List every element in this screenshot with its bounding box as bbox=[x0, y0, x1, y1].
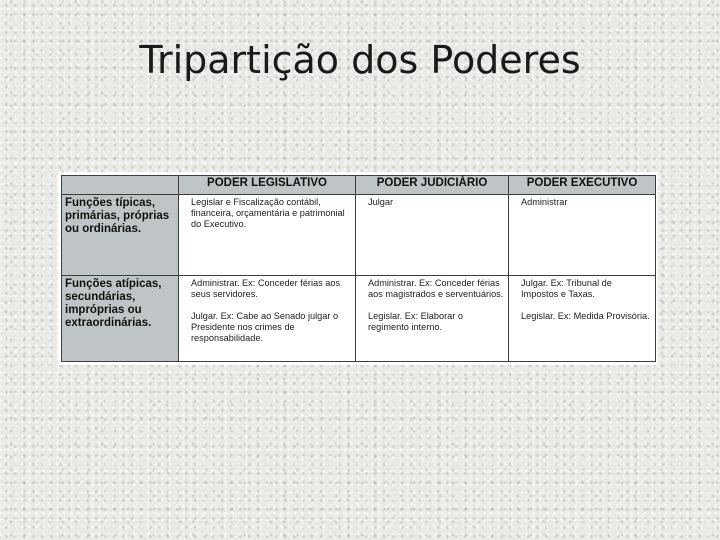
cell-atypical-judiciario bbox=[356, 276, 509, 362]
cell-atypical-legislativo bbox=[179, 276, 356, 362]
cell-typical-legislativo bbox=[179, 195, 356, 276]
table-header-row bbox=[62, 176, 656, 195]
cell-text: Legislar. Ex: Elaborar o regimento interno. bbox=[368, 311, 463, 333]
cell-typical-judiciario bbox=[356, 195, 509, 276]
table-row-typical-functions bbox=[62, 195, 656, 276]
header-corner-cell bbox=[62, 176, 179, 195]
cell-text: Julgar. Ex: Cabe ao Senado julgar o Presidente nos crimes de responsabilidade. bbox=[191, 311, 339, 344]
cell-text: Julgar bbox=[368, 197, 394, 207]
cell-atypical-executivo bbox=[509, 276, 656, 362]
row-label-typical: Funções típicas, primárias, próprias ou ordinárias. bbox=[62, 195, 179, 276]
cell-typical-executivo bbox=[509, 195, 656, 276]
powers-table bbox=[61, 175, 656, 362]
row-label-atypical: Funções atípicas, secundárias, impróprias ou extraordinárias. bbox=[62, 276, 179, 362]
powers-table-frame bbox=[58, 172, 658, 365]
header-legislativo: PODER LEGISLATIVO bbox=[179, 176, 356, 195]
cell-text: Administrar. Ex: Conceder férias aos seus servidores. bbox=[191, 278, 341, 300]
header-executivo: PODER EXECUTIVO bbox=[509, 176, 656, 195]
cell-text: Julgar. Ex: Tribunal de Impostos e Taxas. bbox=[521, 278, 612, 300]
table-row-atypical-functions bbox=[62, 276, 656, 362]
cell-text: Administrar bbox=[521, 197, 568, 207]
cell-text: Administrar. Ex: Conceder férias aos magistrados e serventuários. bbox=[368, 278, 504, 300]
slide-title: Tripartição dos Poderes bbox=[139, 38, 581, 82]
cell-text: Legislar e Fiscalização contábil, financeira, orçamentária e patrimonial do Executivo. bbox=[191, 197, 345, 229]
header-judiciario: PODER JUDICIÁRIO bbox=[356, 176, 509, 195]
cell-text: Legislar. Ex: Medida Provisória. bbox=[521, 311, 650, 322]
